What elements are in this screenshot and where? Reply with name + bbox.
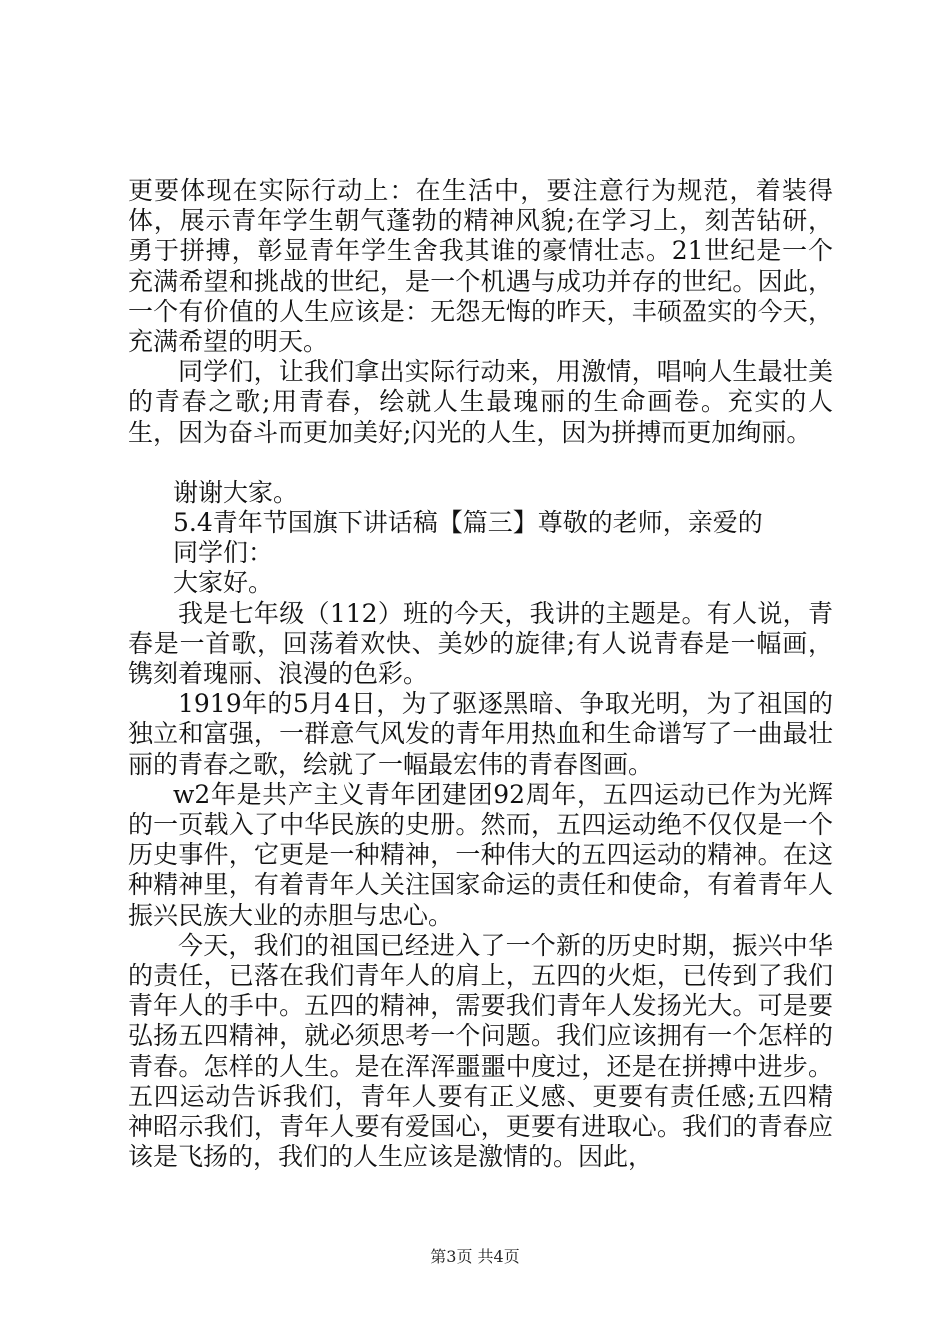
paragraph-9: 今天，我们的祖国已经进入了一个新的历史时期，振兴中华的责任，已落在我们青年人的肩上，五四的火炬，已传到了我们青年人的手中。五四的精神，需要我们青年人发扬光大。可是要弘扬五四精神，就必须思考一个问题。我们应该拥有一个怎样的青春。怎样的人生。是在浑浑噩噩中度过，还是在拼搏中进步。五四运动告诉我们，青年人要有正义感、更要有责任感;五四精神昭示我们，青年人要有爱国心，更要有进取心。我们的青春应该是飞扬的，我们的人生应该是激情的。因此，	[128, 930, 833, 1172]
paragraph-1: 更要体现在实际行动上：在生活中，要注意行为规范，着装得体，展示青年学生朝气蓬勃的精神风貌;在学习上，刻苦钻研，勇于拼搏，彰显青年学生舍我其谁的豪情壮志。21世纪是一个充满希望和挑战的世纪，是一个机遇与成功并存的世纪。因此，一个有价值的人生应该是：无怨无悔的昨天，丰硕盈实的今天，充满希望的明天。	[128, 176, 833, 357]
document-body	[128, 176, 833, 1173]
paragraph-2: 同学们，让我们拿出实际行动来，用激情，唱响人生最壮美的青春之歌;用青春，绘就人生最瑰丽的生命画卷。充实的人生，因为奋斗而更加美好;闪光的人生，因为拼搏而更加绚丽。	[128, 357, 833, 447]
paragraph-7: 1919年的5月4日，为了驱逐黑暗、争取光明，为了祖国的独立和富强，一群意气风发的青年用热血和生命谱写了一曲最壮丽的青春之歌，绘就了一幅最宏伟的青春图画。	[128, 689, 833, 779]
paragraph-8: w2年是共产主义青年团建团92周年，五四运动已作为光辉的一页载入了中华民族的史册。然而，五四运动绝不仅仅是一个历史事件，它更是一种精神，一种伟大的五四运动的精神。在这种精神里，有着青年人关注国家命运的责任和使命，有着青年人振兴民族大业的赤胆与忠心。	[128, 779, 833, 930]
section-heading-line-2: 同学们：	[173, 538, 274, 568]
paragraph-greeting: 大家好。	[173, 568, 274, 598]
paragraph-3: 谢谢大家。	[173, 477, 299, 507]
paragraph-6: 我是七年级（112）班的今天，我讲的主题是。有人说，青春是一首歌，回荡着欢快、美妙的旋律;有人说青春是一幅画，镌刻着瑰丽、浪漫的色彩。	[128, 598, 833, 689]
section-heading-line-1: 5.4青年节国旗下讲话稿【篇三】尊敬的老师，亲爱的	[173, 508, 763, 538]
page-footer: 第3页 共4页	[430, 1247, 520, 1266]
